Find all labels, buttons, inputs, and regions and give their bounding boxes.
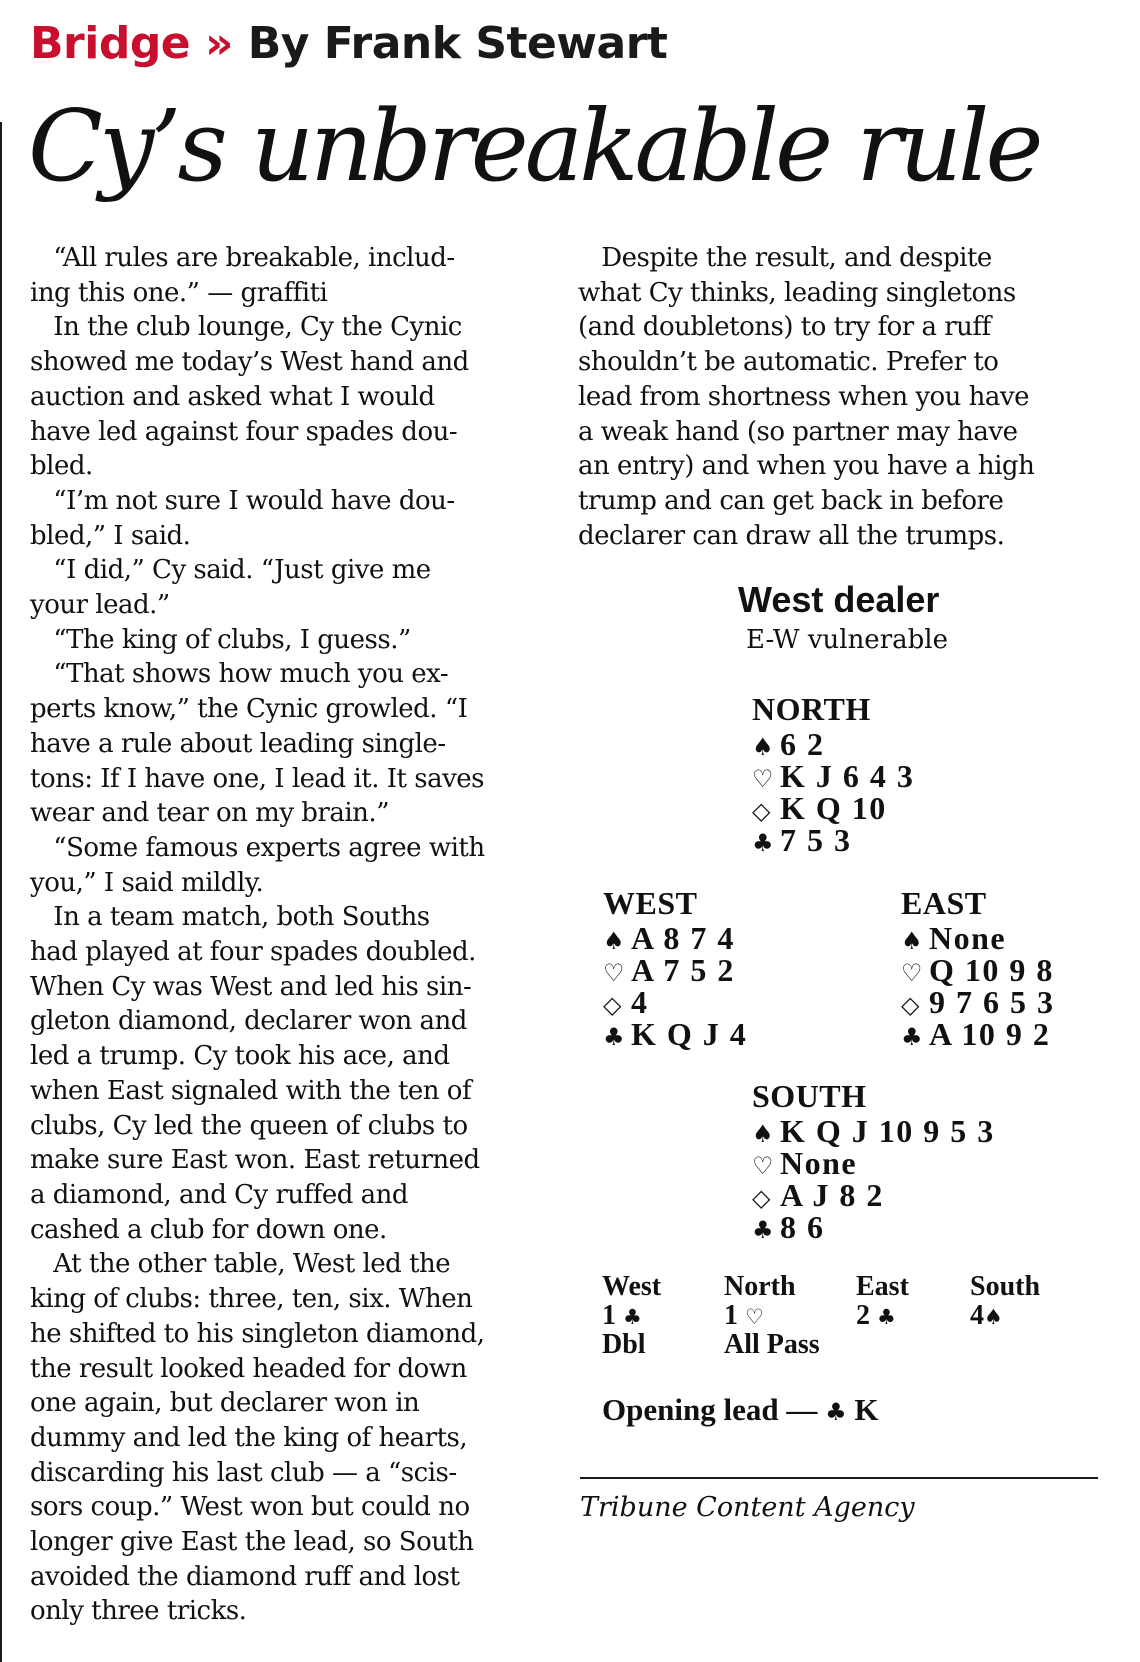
deal-vulnerability: E-W vulnerable <box>746 625 948 655</box>
hand-south <box>752 1077 995 1243</box>
footer-rule <box>580 1477 1098 1479</box>
article-line: declarer can draw all the trumps. <box>578 520 1005 551</box>
spades-holding <box>752 728 914 760</box>
article-line: showed me today’s West hand and <box>30 347 469 378</box>
clubs-cards: A 10 9 2 <box>929 1016 1051 1052</box>
article-line: “The king of clubs, I guess.” <box>30 624 411 655</box>
article-line: When Cy was West and led his sin- <box>30 971 472 1002</box>
article-line: ing this one.” — graffiti <box>30 277 328 308</box>
article-column-1 <box>30 241 555 1629</box>
diamonds-cards: K Q 10 <box>780 790 887 826</box>
article-line: In a team match, both Souths <box>30 902 430 933</box>
byline: By Frank Stewart <box>247 18 668 69</box>
clubs-holding <box>901 1018 1055 1050</box>
article-line: you,” I said mildly. <box>30 867 264 898</box>
article-line: sors coup.” West won but could no <box>30 1492 470 1523</box>
diamonds-holding <box>752 1179 995 1211</box>
auction-header-north: North <box>724 1271 796 1302</box>
clubs-holding <box>752 824 914 856</box>
article-column-2 <box>578 241 1118 553</box>
clubs-holding <box>603 1018 747 1050</box>
article-line: a diamond, and Cy ruffed and <box>30 1179 409 1210</box>
article-line: he shifted to his singleton diamond, <box>30 1318 485 1349</box>
agency-credit: Tribune Content Agency <box>580 1492 915 1523</box>
article-line: your lead.” <box>30 590 170 621</box>
article-line: At the other table, West led the <box>30 1249 451 1280</box>
headline: Cy’s unbreakable rule <box>28 90 1040 204</box>
article-line: cashed a club for down one. <box>30 1214 387 1245</box>
spade-icon: ♠ <box>901 927 923 955</box>
hearts-holding <box>752 760 914 792</box>
diamond-icon: ◇ <box>752 1184 771 1212</box>
article-line: have led against four spades dou- <box>30 416 458 447</box>
auction-bid-east-1: 2 ♣ <box>856 1300 896 1331</box>
diamonds-cards: 4 <box>631 984 649 1020</box>
article-line: Despite the result, and despite <box>578 243 992 273</box>
article-line: have a rule about leading single- <box>30 728 446 759</box>
opening-lead-label: Opening lead — <box>602 1392 818 1427</box>
article-line: longer give East the lead, so South <box>30 1527 474 1558</box>
spades-holding <box>752 1115 995 1147</box>
article-line: shouldn’t be automatic. Prefer to <box>578 347 999 378</box>
heart-icon: ♡ <box>901 959 923 987</box>
auction-bid-north-2: All Pass <box>724 1329 820 1360</box>
auction-bid-west-2: Dbl <box>602 1329 646 1360</box>
opening-lead-card: K <box>854 1392 879 1427</box>
column-kicker <box>30 14 667 74</box>
spade-icon: ♠ <box>752 1120 774 1148</box>
diamonds-holding <box>901 986 1055 1018</box>
article-line: In the club lounge, Cy the Cynic <box>30 312 462 343</box>
auction-bid-west-1: 1 ♣ <box>602 1300 642 1331</box>
article-line: “All rules are breakable, includ- <box>30 243 455 273</box>
article-line: what Cy thinks, leading singletons <box>578 277 1016 308</box>
hearts-cards: K J 6 4 3 <box>780 758 915 794</box>
hearts-cards: Q 10 9 8 <box>929 952 1054 988</box>
heart-icon: ♡ <box>752 765 774 793</box>
auction-bid-north-1: 1 ♡ <box>724 1300 764 1331</box>
article-line: perts know,” the Cynic growled. “I <box>30 694 468 725</box>
article-line: “I did,” Cy said. “Just give me <box>30 555 431 586</box>
spade-icon: ♠ <box>984 1305 1003 1329</box>
article-line: “I’m not sure I would have dou- <box>30 485 455 516</box>
opening-lead <box>602 1390 878 1432</box>
diamond-icon: ◇ <box>752 797 771 825</box>
section-separator: » <box>204 18 233 69</box>
article-line: clubs, Cy led the queen of clubs to <box>30 1110 468 1141</box>
clubs-cards: 7 5 3 <box>780 822 852 858</box>
article-line: avoided the diamond ruff and lost <box>30 1561 460 1592</box>
article-line: a weak hand (so partner may have <box>578 416 1018 447</box>
article-line: an entry) and when you have a high <box>578 451 1035 482</box>
clubs-cards: 8 6 <box>780 1209 825 1245</box>
spades-cards: K Q J 10 9 5 3 <box>780 1113 995 1149</box>
article-line: “Some famous experts agree with <box>30 832 485 863</box>
article-line: one again, but declarer won in <box>30 1388 420 1419</box>
article-line: led a trump. Cy took his ace, and <box>30 1041 450 1072</box>
diamonds-cards: A J 8 2 <box>780 1177 884 1213</box>
diamonds-holding <box>603 986 747 1018</box>
article-line: the result looked headed for down <box>30 1353 467 1384</box>
hand-label: SOUTH <box>752 1078 867 1114</box>
hearts-cards: None <box>780 1145 858 1181</box>
clubs-holding <box>752 1211 995 1243</box>
article-line: dummy and led the king of hearts, <box>30 1422 468 1453</box>
club-icon: ♣ <box>752 1216 774 1244</box>
spade-icon: ♠ <box>603 927 625 955</box>
article-line: auction and asked what I would <box>30 381 435 412</box>
article-line: bled,” I said. <box>30 520 191 551</box>
hearts-holding <box>603 954 747 986</box>
diamond-icon: ◇ <box>901 991 920 1019</box>
hand-north <box>752 690 914 856</box>
article-line: when East signaled with the ten of <box>30 1075 472 1106</box>
hand-label: WEST <box>603 885 698 921</box>
club-icon: ♣ <box>623 1305 642 1329</box>
hearts-holding <box>752 1147 995 1179</box>
hand-label: EAST <box>901 885 987 921</box>
hand-east <box>901 884 1055 1050</box>
section-label: Bridge <box>30 18 191 69</box>
club-icon: ♣ <box>877 1305 896 1329</box>
club-icon: ♣ <box>825 1398 847 1426</box>
club-icon: ♣ <box>901 1023 923 1051</box>
clubs-cards: K Q J 4 <box>631 1016 748 1052</box>
spades-cards: A 8 7 4 <box>631 920 735 956</box>
left-margin-rule <box>0 122 2 1662</box>
auction-bid-south-1: 4♠ <box>970 1300 1003 1331</box>
auction-header-west: West <box>602 1271 662 1302</box>
article-line: gleton diamond, declarer won and <box>30 1006 467 1037</box>
article-line: (and doubletons) to try for a ruff <box>578 312 991 343</box>
spades-holding <box>901 922 1055 954</box>
heart-icon: ♡ <box>745 1305 764 1329</box>
diamond-icon: ◇ <box>603 991 622 1019</box>
article-line: had played at four spades doubled. <box>30 937 476 968</box>
spades-holding <box>603 922 747 954</box>
spade-icon: ♠ <box>752 733 774 761</box>
article-line: tons: If I have one, I lead it. It saves <box>30 763 484 794</box>
club-icon: ♣ <box>752 829 774 857</box>
club-icon: ♣ <box>603 1023 625 1051</box>
auction-header-east: East <box>856 1271 909 1302</box>
hand-label: NORTH <box>752 691 871 727</box>
article-line: lead from shortness when you have <box>578 381 1030 412</box>
article-line: trump and can get back in before <box>578 485 1004 516</box>
article-line: make sure East won. East returned <box>30 1145 480 1176</box>
article-line: “That shows how much you ex- <box>30 659 449 690</box>
heart-icon: ♡ <box>603 959 625 987</box>
article-line: king of clubs: three, ten, six. When <box>30 1284 473 1315</box>
diamonds-cards: 9 7 6 5 3 <box>929 984 1055 1020</box>
hearts-holding <box>901 954 1055 986</box>
diamonds-holding <box>752 792 914 824</box>
hearts-cards: A 7 5 2 <box>631 952 735 988</box>
article-line: discarding his last club — a “scis- <box>30 1457 457 1488</box>
heart-icon: ♡ <box>752 1152 774 1180</box>
article-line: only three tricks. <box>30 1596 247 1627</box>
article-line: bled. <box>30 451 93 482</box>
hand-west <box>603 884 747 1050</box>
spades-cards: None <box>929 920 1007 956</box>
article-line: wear and tear on my brain.” <box>30 798 389 829</box>
spades-cards: 6 2 <box>780 726 825 762</box>
auction-header-south: South <box>970 1271 1041 1302</box>
deal-dealer: West dealer <box>738 579 940 620</box>
